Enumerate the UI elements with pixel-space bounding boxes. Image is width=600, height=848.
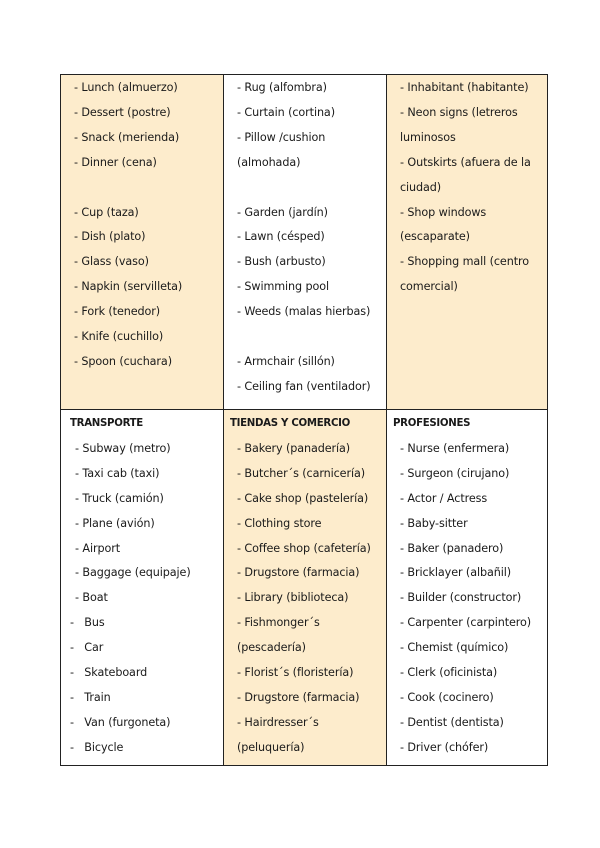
list-item-continuation: (almohada): [237, 155, 301, 169]
list-item: - Train: [70, 690, 111, 704]
list-item: - Bush (arbusto): [237, 255, 326, 269]
list-item: - Cook (cocinero): [400, 690, 494, 704]
list-item-continuation: luminosos: [400, 130, 456, 144]
list-item: - Armchair (sillón): [237, 354, 335, 368]
list-item: - Hairdresser´s: [237, 715, 319, 729]
list-item: - Bus: [70, 616, 105, 630]
list-item: - Curtain (cortina): [237, 105, 335, 119]
list-item: - Outskirts (afuera de la: [400, 155, 531, 169]
list-item: - Knife (cuchillo): [74, 330, 164, 344]
list-item: - Napkin (servilleta): [74, 280, 183, 294]
list-item: - Actor / Actress: [400, 491, 488, 505]
list-item: - Neon signs (letreros: [400, 105, 518, 119]
list-item: - Dessert (postre): [74, 105, 171, 119]
list-item: - Chemist (químico): [400, 641, 509, 655]
list-item: - Drugstore (farmacia): [237, 566, 360, 580]
spacer: [233, 176, 380, 201]
list-item: - Car: [70, 641, 104, 655]
list-item: - Subway (metro): [75, 441, 171, 455]
list-item: - Taxi cab (taxi): [75, 466, 160, 480]
list-item: - Fishmonger´s: [237, 616, 320, 630]
list-item-continuation: (pescadería): [237, 641, 306, 655]
list-item: - Boat: [75, 591, 108, 605]
spacer: [233, 325, 380, 350]
list-item: - Shop windows: [400, 205, 487, 219]
list-item: - Ceiling fan (ventilador): [237, 379, 371, 393]
list-item: - Coffee shop (cafetería): [237, 541, 371, 555]
list-item: - Clerk (oficinista): [400, 666, 498, 680]
house-cell: [224, 75, 387, 410]
list-item: - Lawn (césped): [237, 230, 325, 244]
list-item: - Bicycle: [70, 740, 124, 754]
list-item: - Airport: [75, 541, 120, 555]
list-item-continuation: ciudad): [400, 180, 442, 194]
list-item: - Nurse (enfermera): [400, 441, 510, 455]
tiendas-cell: [224, 410, 387, 765]
section-heading: PROFESIONES: [393, 418, 471, 429]
list-item: - Skateboard: [70, 666, 148, 680]
list-item: - Pillow /cushion: [237, 130, 326, 144]
list-item: - Bakery (panadería): [237, 441, 351, 455]
food-cell: [61, 75, 224, 410]
list-item: - Cup (taza): [74, 205, 139, 219]
transporte-cell: [61, 410, 224, 765]
list-item: - Truck (camión): [75, 491, 164, 505]
list-item: - Plane (avión): [75, 516, 155, 530]
list-item: - Weeds (malas hierbas): [237, 305, 371, 319]
list-item: - Dinner (cena): [74, 155, 157, 169]
list-item: - Baker (panadero): [400, 541, 504, 555]
list-item: - Drugstore (farmacia): [237, 690, 360, 704]
list-item: - Dish (plato): [74, 230, 146, 244]
list-item-continuation: comercial): [400, 280, 458, 294]
list-item: - Library (biblioteca): [237, 591, 349, 605]
list-item: - Inhabitant (habitante): [400, 81, 529, 94]
list-item: - Shopping mall (centro: [400, 255, 529, 269]
list-item: - Baby-sitter: [400, 516, 468, 530]
list-item: - Glass (vaso): [74, 255, 149, 269]
list-item: - Carpenter (carpintero): [400, 616, 532, 630]
list-item: - Surgeon (cirujano): [400, 466, 510, 480]
list-item-continuation: (peluquería): [237, 740, 305, 754]
list-item: - Cake shop (pastelería): [237, 491, 369, 505]
list-item: - Builder (constructor): [400, 591, 522, 605]
city-cell: [387, 75, 547, 410]
list-item: - Spoon (cuchara): [74, 354, 172, 368]
list-item: - Snack (merienda): [74, 130, 180, 144]
section-heading: TIENDAS Y COMERCIO: [230, 418, 350, 429]
vocabulary-table: [60, 74, 548, 766]
list-item-continuation: (escaparate): [400, 230, 470, 244]
section-heading: TRANSPORTE: [70, 418, 143, 429]
list-item: - Dentist (dentista): [400, 715, 504, 729]
spacer: [70, 176, 217, 201]
list-item: - Van (furgoneta): [70, 715, 171, 729]
list-item: - Garden (jardín): [237, 205, 328, 219]
list-item: - Swimming pool: [237, 280, 330, 294]
list-item: - Lunch (almuerzo): [74, 81, 178, 94]
list-item: - Rug (alfombra): [237, 81, 327, 94]
list-item: - Fork (tenedor): [74, 305, 161, 319]
list-item: - Bricklayer (albañil): [400, 566, 511, 580]
list-item: - Clothing store: [237, 516, 322, 530]
profesiones-cell: [387, 410, 547, 765]
list-item: - Florist´s (floristería): [237, 666, 354, 680]
list-item: - Baggage (equipaje): [75, 566, 191, 580]
list-item: - Driver (chófer): [400, 740, 489, 754]
list-item: - Butcher´s (carnicería): [237, 466, 365, 480]
